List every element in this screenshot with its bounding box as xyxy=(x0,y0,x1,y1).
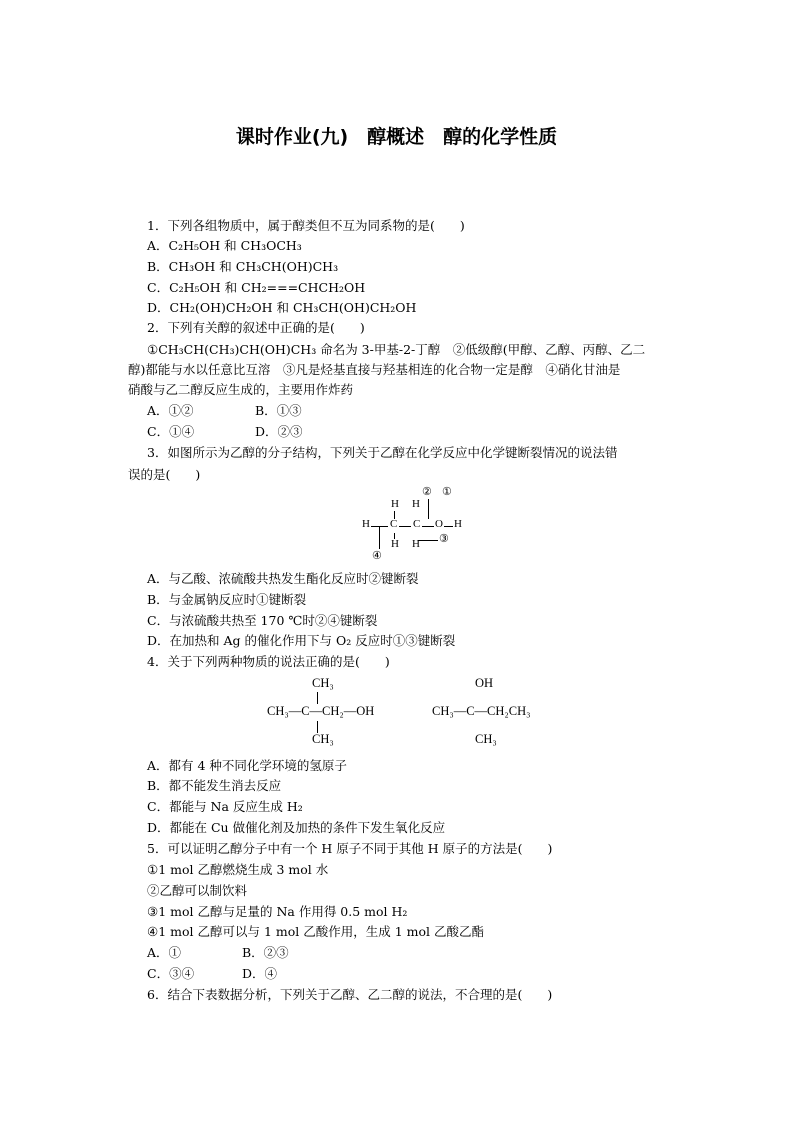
statement-line: 硝酸与乙二醇反应生成的，主要用作炸药 xyxy=(128,382,354,397)
option-b: B．CH₃OH 和 CH₃CH(OH)CH₃ xyxy=(147,259,339,274)
option-d: D．④ xyxy=(242,966,278,981)
question-stem: 3．如图所示为乙醇的分子结构，下列关于乙醇在化学反应中化学键断裂情况的说法错 xyxy=(147,445,618,460)
statement-line: ③1 mol 乙醇与足量的 Na 作用得 0.5 mol H₂ xyxy=(147,904,408,919)
statement-line: ②乙醇可以制饮料 xyxy=(147,883,248,898)
statement-line: ①CH₃CH(CH₃)CH(OH)CH₃ 命名为 3-甲基-2-丁醇 ②低级醇(甲醇、乙醇、丙醇、乙二 xyxy=(147,342,646,357)
question-stem: 6．结合下表数据分析，下列关于乙醇、乙二醇的说法，不合理的是( ) xyxy=(147,987,553,1002)
question-stem: 2．下列有关醇的叙述中正确的是( ) xyxy=(147,320,365,335)
option-d: D．都能在 Cu 做催化剂及加热的条件下发生氧化反应 xyxy=(147,820,446,835)
question-stem: 误的是( ) xyxy=(128,467,201,482)
statement-line: ④1 mol 乙醇可以与 1 mol 乙酸作用，生成 1 mol 乙酸乙酯 xyxy=(147,924,484,939)
option-b: B．②③ xyxy=(242,945,289,960)
option-c: C．③④ xyxy=(147,966,195,981)
option-b: B．都不能发生消去反应 xyxy=(147,778,282,793)
ethanol-structure-figure: ② ① H H H C C O H H H ③ ④ xyxy=(362,486,462,562)
molecule-structures-figure: CH₃ CH₃—C—CH₂—OH CH₃ OH CH₃—C—CH₂CH₃ CH₃ xyxy=(267,676,531,746)
option-c: C．①④ xyxy=(147,424,195,439)
option-d: D．在加热和 Ag 的催化作用下与 O₂ 反应时①③键断裂 xyxy=(147,633,456,648)
option-a: A．与乙酸、浓硫酸共热发生酯化反应时②键断裂 xyxy=(147,571,419,586)
option-d: D．CH₂(OH)CH₂OH 和 CH₃CH(OH)CH₂OH xyxy=(147,300,417,315)
option-a: A．C₂H₅OH 和 CH₃OCH₃ xyxy=(147,238,302,253)
question-stem: 4．关于下列两种物质的说法正确的是( ) xyxy=(147,654,390,669)
option-a: A．①② xyxy=(147,403,194,418)
question-stem: 5．可以证明乙醇分子中有一个 H 原子不同于其他 H 原子的方法是( ) xyxy=(147,841,553,856)
option-a: A．① xyxy=(147,945,182,960)
statement-line: 醇)都能与水以任意比互溶 ③凡是烃基直接与羟基相连的化合物一定是醇 ④硝化甘油是 xyxy=(128,362,621,377)
question-stem: 1．下列各组物质中，属于醇类但不互为同系物的是( ) xyxy=(147,218,465,233)
option-d: D．②③ xyxy=(255,424,303,439)
option-a: A．都有 4 种不同化学环境的氢原子 xyxy=(147,758,347,773)
option-b: B．与金属钠反应时①键断裂 xyxy=(147,592,307,607)
page-title: 课时作业(九) 醇概述 醇的化学性质 xyxy=(235,126,558,148)
option-c: C．都能与 Na 反应生成 H₂ xyxy=(147,799,303,814)
statement-line: ①1 mol 乙醇燃烧生成 3 mol 水 xyxy=(147,862,329,877)
option-c: C．与浓硫酸共热至 170 ℃时②④键断裂 xyxy=(147,613,378,628)
option-b: B．①③ xyxy=(255,403,302,418)
option-c: C．C₂H₅OH 和 CH₂===CHCH₂OH xyxy=(147,280,366,295)
